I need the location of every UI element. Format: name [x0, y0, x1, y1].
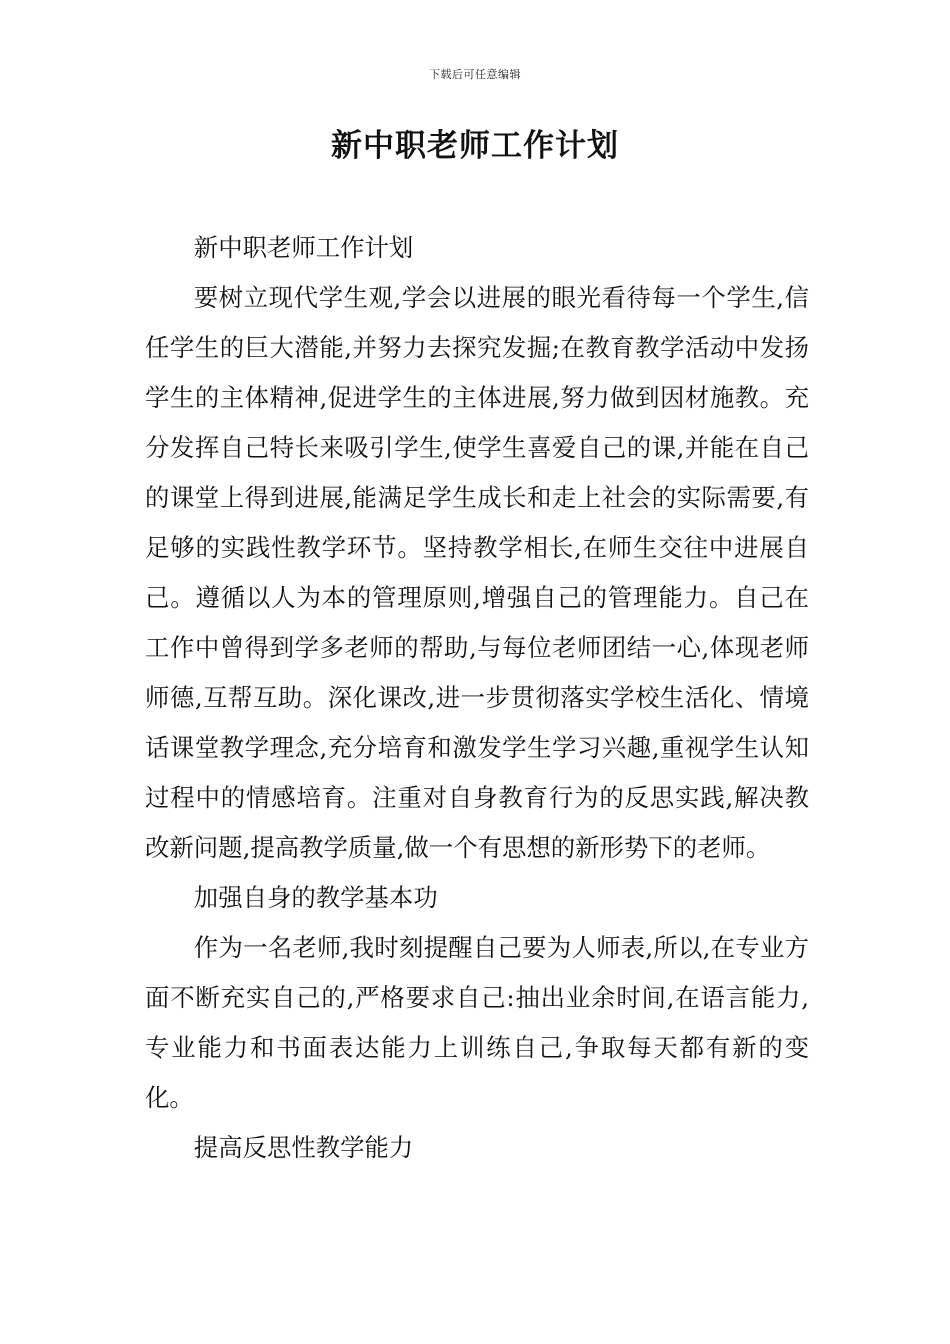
document-body: [145, 223, 809, 1173]
document-title: 新中职老师工作计划: [331, 128, 619, 164]
paragraph-self-improvement: 作为一名老师,我时刻提醒自己要为人师表,所以,在专业方面不断充实自己的,严格要求自己:抽出业余时间,在语言能力,专业能力和书面表达能力上训练自己,争取每天都有新的变化。: [145, 933, 809, 1112]
paragraph-heading-reflective-teaching: 提高反思性教学能力: [193, 1133, 414, 1162]
header-note: 下载后可任意编辑: [429, 68, 521, 81]
paragraph-subtitle: 新中职老师工作计划: [193, 233, 414, 262]
paragraph-heading-basic-skills: 加强自身的教学基本功: [193, 883, 438, 912]
paragraph-student-view: 要树立现代学生观,学会以进展的眼光看待每一个学生,信任学生的巨大潜能,并努力去探究发掘;在教育教学活动中发扬学生的主体精神,促进学生的主体进展,努力做到因材施教。充分发挥自己特长来吸引学生,使学生喜爱自己的课,并能在自己的课堂上得到进展,能满足学生成长和走上社会的实际需要,有足够的实践性教学环节。坚持教学相长,在师生交往中进展自己。遵循以人为本的管理原则,增强自己的管理能力。自己在工作中曾得到学多老师的帮助,与每位老师团结一心,体现老师师德,互帮互助。深化课改,进一步贯彻落实学校生活化、情境话课堂教学理念,充分培育和激发学生学习兴趣,重视学生认知过程中的情感培育。注重对自身教育行为的反思实践,解决教改新问题,提高教学质量,做一个有思想的新形势下的老师。: [145, 283, 809, 862]
